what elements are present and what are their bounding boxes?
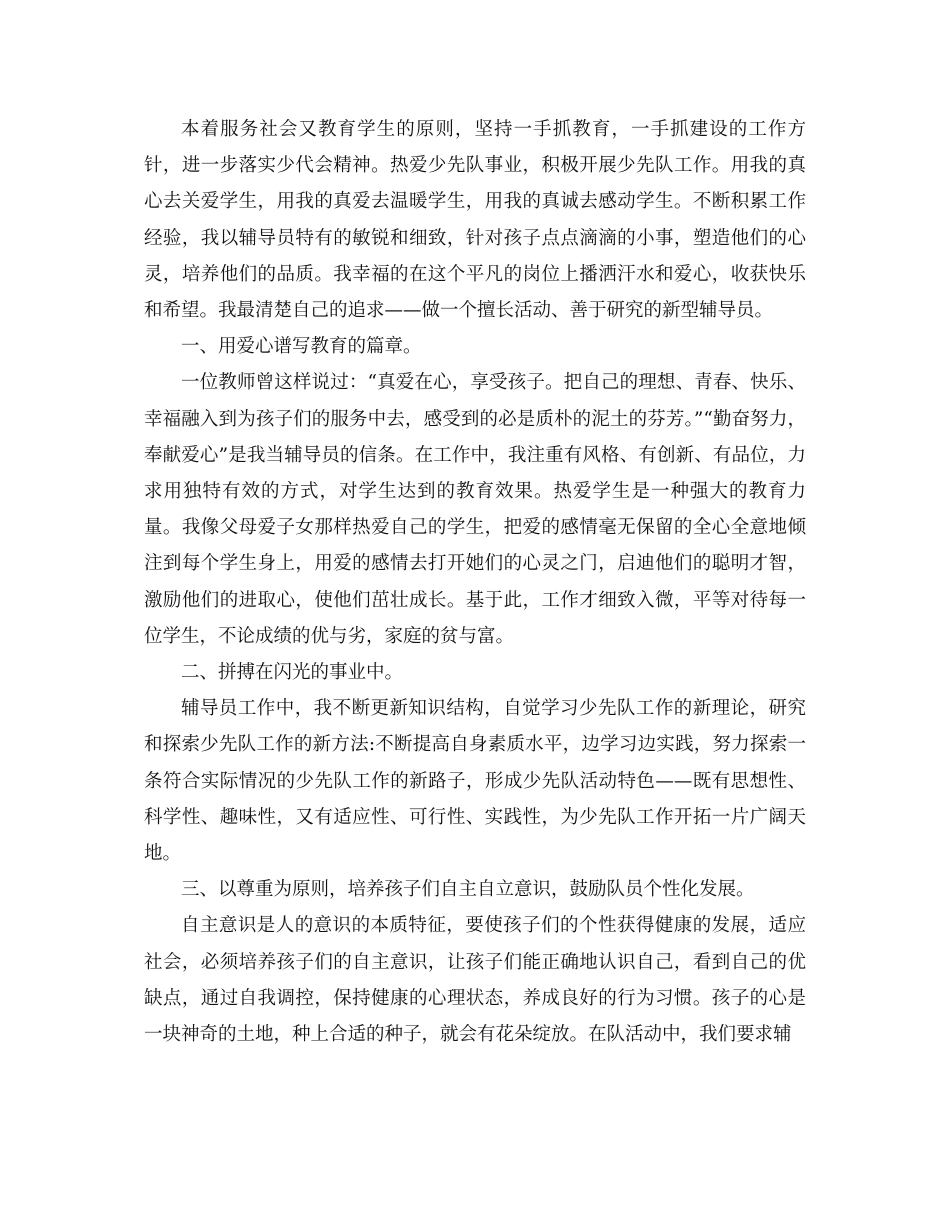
intro-paragraph: 本着服务社会又教育学生的原则，坚持一手抓教育，一手抓建设的工作方针，进一步落实少代会精神。热爱少先队事业，积极开展少先队工作。用我的真心去关爱学生，用我的真爱去温暖学生，用我的真诚去感动学生。不断积累工作经验，我以辅导员特有的敏锐和细致，针对孩子点点滴滴的小事，塑造他们的心灵，培养他们的品质。我幸福的在这个平凡的岗位上播洒汗水和爱心，收获快乐和希望。我最清楚自己的追求——做一个擅长活动、善于研究的新型辅导员。 — [144, 119, 806, 322]
document-body — [144, 112, 806, 1053]
section-heading-1: 一、用爱心谱写教育的篇章。 — [181, 336, 422, 358]
section-heading-3: 三、以尊重为原则，培养孩子们自主自立意识，鼓励队员个性化发展。 — [181, 879, 755, 901]
section-3-paragraph: 自主意识是人的意识的本质特征，要使孩子们的个性获得健康的发展，适应社会，必须培养孩子们的自主意识，让孩子们能正确地认识自己，看到自己的优缺点，通过自我调控，保持健康的心理状态，养成良好的行为习惯。孩子的心是一块神奇的土地，种上合适的种子，就会有花朵绽放。在队活动中，我们要求辅 — [144, 915, 806, 1046]
section-1-paragraph: 一位教师曾这样说过：“真爱在心，享受孩子。把自己的理想、青春、快乐、幸福融入到为孩子们的服务中去，感受到的必是质朴的泥土的芬芳。”“勤奋努力，奉献爱心”是我当辅导员的信条。在工作中，我注重有风格、有创新、有品位，力求用独特有效的方式，对学生达到的教育效果。热爱学生是一种强大的教育力量。我像父母爱子女那样热爱自己的学生，把爱的感情毫无保留的全心全意地倾注到每个学生身上，用爱的感情去打开她们的心灵之门，启迪他们的聪明才智，激励他们的进取心，使他们茁壮成长。基于此，工作才细致入微，平等对待每一位学生，不论成绩的优与劣，家庭的贫与富。 — [144, 372, 806, 647]
section-heading-2: 二、拼搏在闪光的事业中。 — [181, 662, 404, 684]
section-2-paragraph: 辅导员工作中，我不断更新知识结构，自觉学习少先队工作的新理论，研究和探索少先队工作的新方法:不断提高自身素质水平，边学习边实践，努力探索一条符合实际情况的少先队工作的新路子，形成少先队活动特色——既有思想性、科学性、趣味性，又有适应性、可行性、实践性，为少先队工作开拓一片广阔天地。 — [144, 698, 806, 865]
